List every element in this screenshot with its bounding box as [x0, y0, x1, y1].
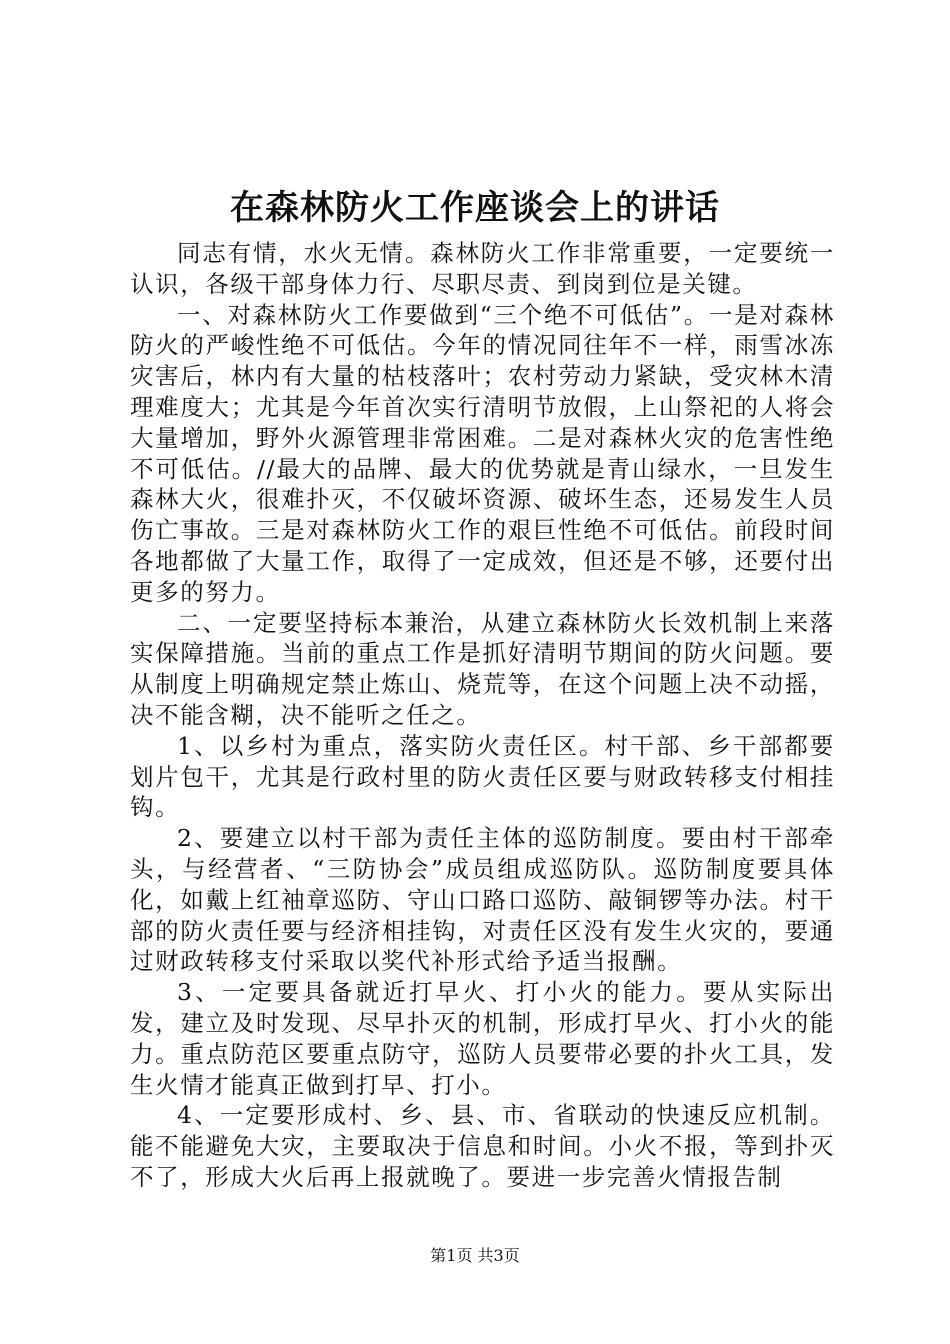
paragraph-section-2: 二、一定要坚持标本兼治，从建立森林防火长效机制上来落实保障措施。当前的重点工作是抓好清明节期间的防火问题。要从制度上明确规定禁止炼山、烧荒等，在这个问题上决不动摇，决不能含糊，决不能听之任之。: [130, 608, 835, 729]
document-title: 在森林防火工作座谈会上的讲话: [230, 188, 720, 228]
paragraph-section-1: 一、对森林防火工作要做到“三个绝不可低估”。一是对森林防火的严峻性绝不可低估。今年的情况同往年不一样，雨雪冰冻灾害后，林内有大量的枯枝落叶；农村劳动力紧缺，受灾林木清理难度大；尤其是今年首次实行清明节放假，上山祭祀的人将会大量增加，野外火源管理非常困难。二是对森林火灾的危害性绝不可低估。//最大的品牌、最大的优势就是青山绿水，一旦发生森林大火，很难扑灭，不仅破坏资源、破坏生态，还易发生人员伤亡事故。三是对森林防火工作的艰巨性绝不可低估。前段时间各地都做了大量工作，取得了一定成效，但还是不够，还要付出更多的努力。: [130, 300, 835, 606]
paragraph-item-1: 1、以乡村为重点，落实防火责任区。村干部、乡干部都要划片包干，尤其是行政村里的防火责任区要与财政转移支付相挂钩。: [130, 731, 835, 822]
paragraph-intro: 同志有情，水火无情。森林防火工作非常重要，一定要统一认识，各级干部身体力行、尽职尽责、到岗到位是关键。: [130, 239, 835, 298]
document-body: [130, 238, 835, 1193]
paragraph-item-4: 4、一定要形成村、乡、县、市、省联动的快速反应机制。能不能避免大灾，主要取决于信息和时间。小火不报，等到扑灭不了，形成大火后再上报就晚了。要进一步完善火情报告制: [130, 1101, 835, 1191]
page-number-footer: 第1页 共3页: [430, 1246, 520, 1265]
paragraph-item-2: 2、要建立以村干部为责任主体的巡防制度。要由村干部牵头，与经营者、“三防协会”成员组成巡防队。巡防制度要具体化，如戴上红袖章巡防、守山口路口巡防、敲铜锣等办法。村干部的防火责任要与经济相挂钩，对责任区没有发生火灾的，要通过财政转移支付采取以奖代补形式给予适当报酬。: [130, 824, 835, 976]
paragraph-item-3: 3、一定要具备就近打早火、打小火的能力。要从实际出发，建立及时发现、尽早扑灭的机制，形成打早火、打小火的能力。重点防范区要重点防守，巡防人员要带必要的扑火工具，发生火情才能真正做到打早、打小。: [130, 978, 835, 1099]
